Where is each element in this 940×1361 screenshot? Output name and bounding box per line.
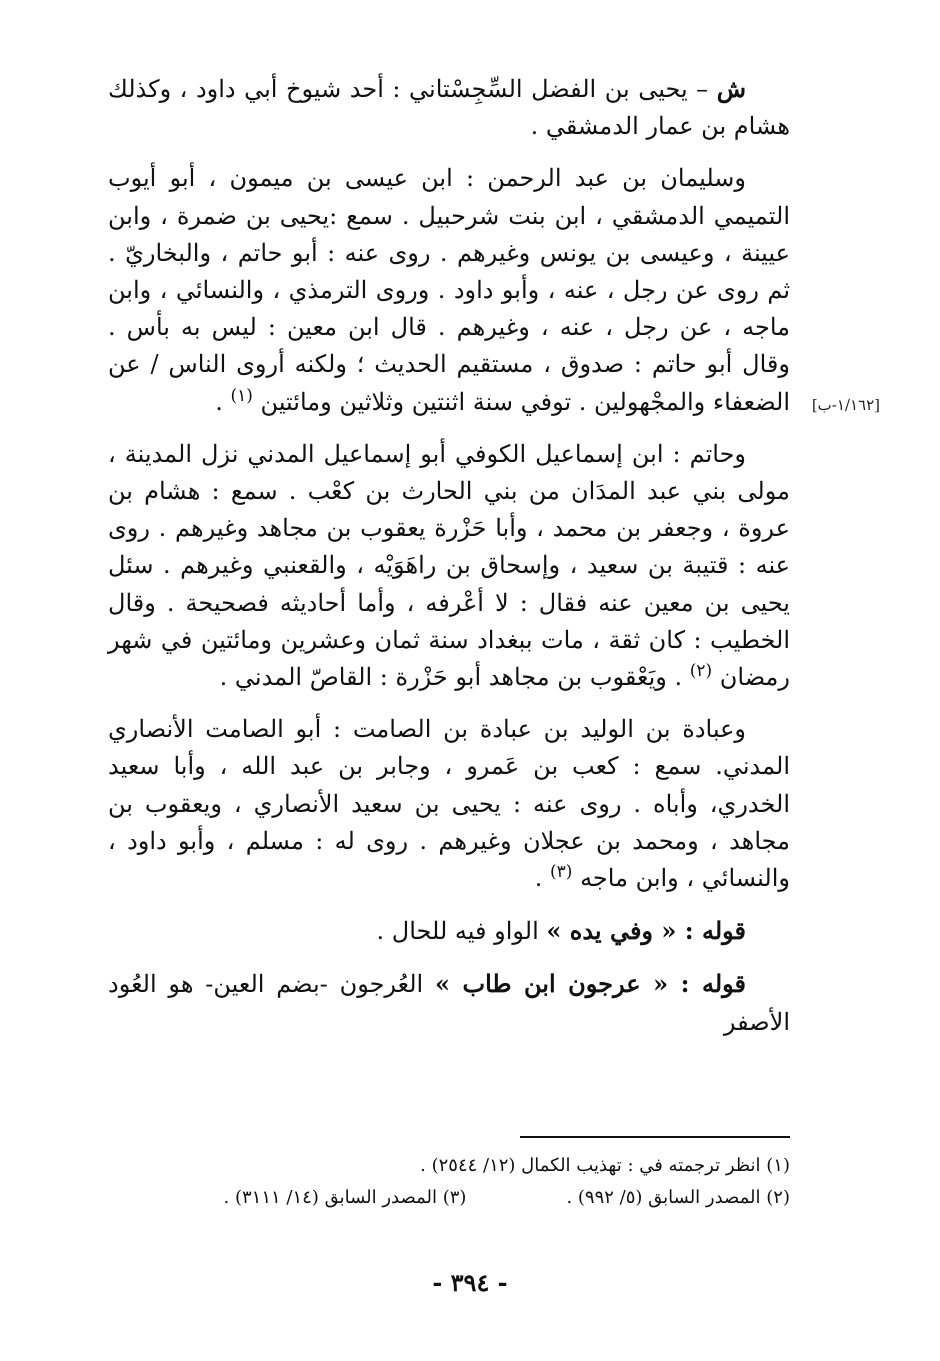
manuscript-folio-note: [١/١٦٢-ب] xyxy=(811,396,880,414)
footnote-ref-1[interactable]: (١) xyxy=(230,385,253,406)
paragraph-tail: . ويَعْقوب بن مجاهد أبو حَزْرة : القاصّ المدني . xyxy=(219,663,690,692)
paragraph-text: العُرجون -بضم العين- هو العُود الأصفر xyxy=(108,970,790,1036)
paragraph-tail: . xyxy=(215,387,231,416)
paragraph-3 xyxy=(108,436,790,696)
quote-heading: قوله : « وفي يده » xyxy=(546,916,746,946)
paragraph-tail: . xyxy=(534,864,550,893)
footnote-3: (٣) المصدر السابق (١٤/ ٣١١١) . xyxy=(223,1187,467,1208)
paragraph-5 xyxy=(108,912,790,950)
paragraph-text: – يحيى بن الفضل السِّجِسْتاني : أحد شيوخ أبي داود ، وكذلك هشام بن عمار الدمشقي . xyxy=(108,75,790,141)
quote-heading: قوله : « عرجون ابن طاب » xyxy=(435,969,747,999)
footnote-ref-3[interactable]: (٣) xyxy=(550,862,573,883)
paragraph-2 xyxy=(108,160,790,420)
footnote-1: (١) انظر ترجمته في : تهذيب الكمال (١٢/ ٢٥٤٤) . xyxy=(420,1155,790,1176)
paragraph-4 xyxy=(108,711,790,897)
footnotes xyxy=(108,1150,790,1214)
footnote-ref-2[interactable]: (٢) xyxy=(689,661,713,682)
paragraph-text: وحاتم : ابن إسماعيل الكوفي أبو إسماعيل المدني نزل المدينة ، مولى بني عبد المدَان من بني الحارث بن كعْب . سمع : هشام بن عروة ، وجعفر بن محمد ، وأبا حَزْرة يعقوب بن مجاهد وغيرهم . روى عنه : قتيبة بن سعيد ، وإسحاق بن راهَوَيْه ، والقعنبي وغيرهم . سئل يحيى بن معين عنه فقال : لا أعْرفه ، وأما أحاديثه فصحيحة . وقال الخطيب : كان ثقة ، مات ببغداد سنة ثمان وعشرين ومائتين في شهر رمضان xyxy=(108,439,791,692)
paragraph-text: وعبادة بن الوليد بن عبادة بن الصامت : أبو الصامت الأنصاري المدني. سمع : كعب بن عَمرو ، وجابر بن عبد الله ، وأبا سعيد الخدري، وأباه . روى عنه : يحيى بن سعيد الأنصاري ، ويعقوب بن مجاهد ، ومحمد بن عجلان وغيرهم . روى له : مسلم ، وأبو داود ، والنسائي ، وابن ماجه xyxy=(108,715,790,893)
footnote-row-1 xyxy=(108,1150,790,1182)
footnote-row-2 xyxy=(108,1182,790,1214)
footnote-divider xyxy=(520,1136,790,1138)
paragraph-text: وسليمان بن عبد الرحمن : ابن عيسى بن ميمون ، أبو أيوب التميمي الدمشقي ، ابن بنت شرحبيل . سمع :يحيى بن ضمرة ، وابن عيينة ، وعيسى بن يونس وغيرهم . روى عنه : أبو حاتم ، والبخاريّ . ثم روى عن رجل ، عنه ، وأبو داود . وروى الترمذي ، والنسائي ، وابن ماجه ، عن رجل ، عنه ، وغيرهم . قال ابن معين : ليس به بأس . وقال أبو حاتم : صدوق ، مستقيم الحديث ؛ ولكنه أروى الناس / عن الضعفاء والمجْهولين . توفي سنة اثنتين وثلاثين ومائتين xyxy=(108,164,790,416)
entry-marker: ش xyxy=(716,74,746,103)
paragraph-text: الواو فيه للحال . xyxy=(376,917,547,946)
page-number: - ٣٩٤ - xyxy=(432,1268,508,1297)
footnote-2: (٢) المصدر السابق (٥/ ٩٩٢) . xyxy=(566,1187,790,1208)
paragraph-6 xyxy=(108,965,790,1040)
paragraph-1 xyxy=(108,70,790,145)
main-text xyxy=(108,70,790,1056)
